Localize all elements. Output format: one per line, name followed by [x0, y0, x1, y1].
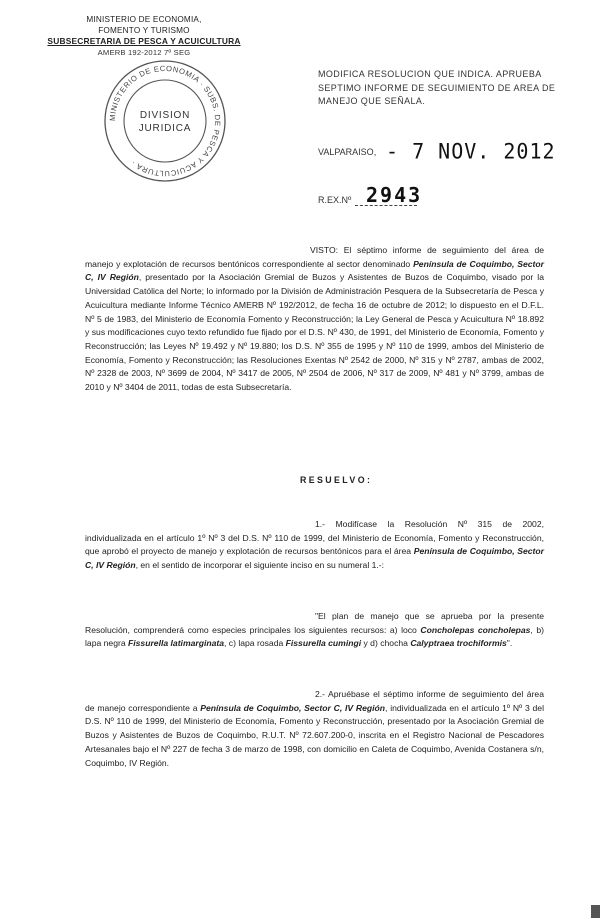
- point-2-lead: 2.- Apruébase el séptimo informe de seguimiento: [315, 689, 509, 699]
- quoted-paragraph: [85, 610, 544, 651]
- point-1-paragraph: [85, 518, 544, 573]
- species-concholepas: Concholepas concholepas: [420, 624, 531, 635]
- ministry-name: MINISTERIO DE ECONOMIA,: [86, 15, 202, 24]
- point-1-lead: 1.- Modifícase la Resolución Nº 315 de 2002,: [315, 519, 544, 529]
- point-2-text-a: del área de manejo correspondiente a: [85, 689, 544, 713]
- visto-text-a: de manejo y explotación de recursos bentónicos correspondiente al sector denominado: [85, 245, 544, 269]
- visto-paragraph: [85, 244, 544, 395]
- ministry-area: FOMENTO Y TURISMO: [98, 26, 190, 35]
- quote-text-d: y d) chocha: [361, 638, 411, 649]
- division-juridica-stamp: [100, 56, 230, 186]
- resuelvo-heading: RESUELVO:: [300, 475, 373, 485]
- exento-underline: [355, 205, 417, 206]
- date-city: VALPARAISO,: [318, 147, 377, 157]
- point-2-text-b: , individualizada en el artículo 1º Nº 3 del D.S. Nº 110 de 1999, del Ministerio de Economía, Fomento y Reconstrucción, presentado por la Asociación Gremial de Buzos y Asistentes de Buzos de Coquimbo, R.U.T. Nº 72.607.200-0, inscrita en el Registro Nacional de Pescadores Artesanales bajo el Nº 227 de fecha 3 de marzo de 1998, con domicilio en Caleta de Coquimbo, Avenida Costanera s/n, Coquimbo, IV Región.: [85, 702, 544, 768]
- visto-text-b: , presentado por la Asociación Gremial de Buzos y Asistentes de Buzos de Coquimbo, visado por la Universidad Católica del Norte; lo informado por la División de Administración Pesquera de la Subsecretaría de Pesca y Acuicultura mediante Informe Técnico AMERB Nº 192/2012, de fecha 16 de octubre de 2012; lo dispuesto en el D.F.L. Nº 5 de 1983, del Ministerio de Economía Fomento y Reconstrucción; la Ley General de Pesca y Acuicultura Nº 18.892 y sus modificaciones cuyo texto refundido fue fijado por el D.S. Nº 430, de 1991, del Ministerio de Economía, Fomento y Reconstrucción; las Leyes Nº 19.492 y Nº 19.880; los D.S. Nº 355 de 1995 y Nº 110 de 1999, ambos del Ministerio de Economía, Fomento y Reconstrucción; las Resoluciones Exentas Nº 2542 de 2000, Nº 315 y Nº 2787, ambas de 2002, Nº 2328 de 2003, Nº 3699 de 2004, Nº 3417 de 2005, Nº 2504 de 2006, Nº 317 de 2009, Nº 481 y Nº 3799, ambas de 2010 y Nº 3404 de 2011, todas de esta Subsecretaría.: [85, 272, 544, 393]
- species-fissurella-cumingi: Fissurella cumingi: [285, 638, 362, 649]
- quote-text-c: , c) lapa rosada: [224, 638, 286, 649]
- exento-number: 2943: [366, 183, 423, 207]
- quote-text-e: ".: [506, 638, 513, 649]
- ministry-header: [44, 14, 244, 58]
- stamp-line-division: DIVISION: [139, 110, 191, 121]
- point-1-text-b: , en el sentido de incorporar el siguiente inciso en su numeral 1.-:: [135, 560, 385, 571]
- resolution-subject: MODIFICA RESOLUCION QUE INDICA. APRUEBA SEPTIMO INFORME DE SEGUIMIENTO DE AREA DE MANEJO QUE SEÑALA.: [318, 69, 556, 106]
- point-1-text-a: individualizada en el artículo 1º Nº 3 del D.S. Nº 110 de 1999, del Ministerio de Economía, Fomento y Reconstrucción, que aprobó el proyecto de manejo y explotación de recursos bentónicos para el área: [85, 532, 544, 557]
- amerb-reference: AMERB 192-2012 7º SEG: [97, 48, 191, 57]
- subsecretaria-name: SUBSECRETARIA DE PESCA Y ACUICULTURA: [47, 36, 241, 46]
- species-fissurella-latimarginata: Fissurella latimarginata: [128, 638, 225, 649]
- point-2-area-name: Península de Coquimbo, Sector C, IV Región: [200, 702, 386, 713]
- visto-lead: VISTO: El séptimo informe de seguimiento del área: [310, 245, 529, 255]
- stamp-seal-icon: [100, 56, 230, 186]
- exento-label: R.EX.Nº: [318, 195, 352, 205]
- visto-area-name: Península de Coquimbo, Sector C, IV Región: [85, 258, 545, 283]
- handwritten-date: - 7 NOV. 2012: [386, 138, 556, 164]
- species-calyptraea: Calyptraea trochiformis: [410, 638, 507, 649]
- stamp-ring-text: MINISTERIO DE ECONOMIA · SUBS. DE PESCA Y ACUICULTURA ·: [107, 63, 223, 179]
- point-1-area-name: Península de Coquimbo, Sector C, IV Región: [85, 546, 545, 571]
- point-2-paragraph: [85, 688, 544, 770]
- scan-edge-mark: [591, 905, 600, 918]
- stamp-line-juridica: JURIDICA: [138, 123, 192, 134]
- quote-lead: "El plan de manejo que se aprueba por la presente: [315, 611, 544, 621]
- quote-text-b: , b) lapa negra: [85, 624, 544, 649]
- quote-text-a: Resolución, comprenderá como especies principales los siguientes recursos: a) loco: [85, 624, 421, 635]
